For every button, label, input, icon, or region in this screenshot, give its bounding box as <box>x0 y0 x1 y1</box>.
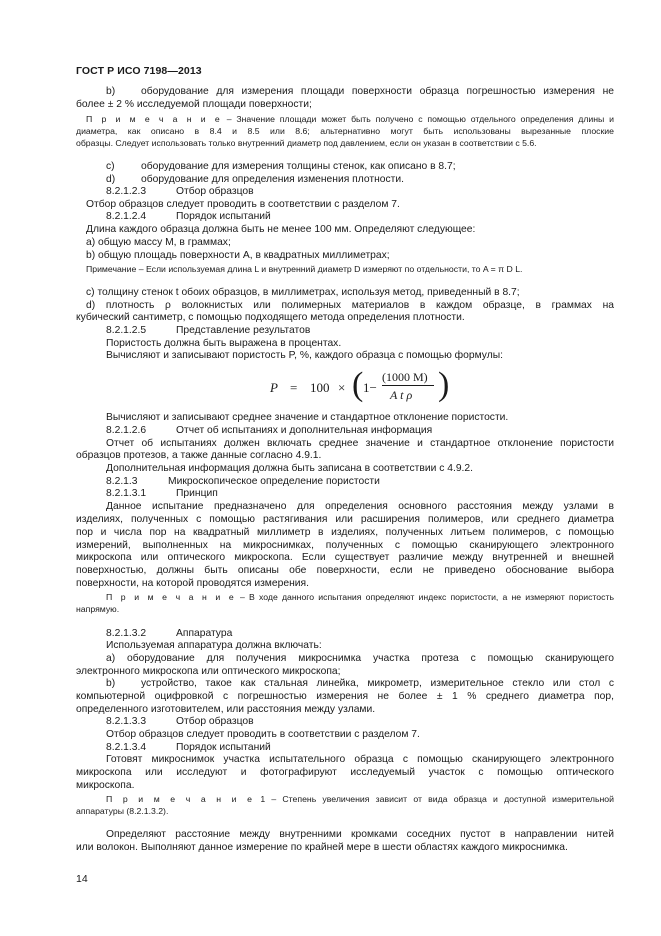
text-line: а) общую массу М, в граммах; <box>86 237 231 248</box>
text-line: a) оборудование для получения микроснимка участка протеза с помощью сканирующего <box>106 653 614 664</box>
text-line: Вычисляют и записывают пористость P, %, каждого образца с помощью формулы: <box>106 350 503 361</box>
note-line: Примечание – Если используемая длина L и внутренний диаметр D измеряют по отдельности, то A = π D L. <box>86 264 523 274</box>
text-line: Вычисляют и записывают среднее значение и стандартное отклонение пористости. <box>106 412 509 423</box>
text-line: Определяют расстояние между внутренними кромками соседних пустот в направлении нитей <box>106 829 614 840</box>
text-line: Готовят микроснимок участка испытательного образца с помощью сканирующего электронного <box>106 754 614 765</box>
subsection-heading: 8.2.1.3.4 Порядок испытаний <box>106 742 271 753</box>
text-line: b) устройство, такое как стальная линейка, микрометр, измерительное стекло или стол с <box>106 678 614 689</box>
text-line: Отчет об испытаниях должен включать среднее значение и стандартное отклонение пористости <box>106 438 614 449</box>
text-line: d) оборудование для определения изменения плотности. <box>106 174 404 185</box>
formula-numerator: (1000 M) <box>382 370 428 384</box>
text-line: Отбор образцов следует проводить в соответствии с разделом 7. <box>86 199 400 210</box>
note-line: напрямую. <box>76 604 120 614</box>
text-line: Используемая аппаратура должна включать: <box>106 640 322 651</box>
formula-one-minus: 1− <box>363 380 377 395</box>
note-line: П р и м е ч а н и е – Значение площади может быть получено с помощью отдельного определения длины и <box>86 114 614 124</box>
note-line: образцы. Следует использовать только внутренний диаметр под давлением, если он указан в соответствии с 5.6. <box>76 138 537 148</box>
text-line: c) оборудование для измерения толщины стенок, как описано в 8.7; <box>106 161 456 172</box>
porosity-formula <box>270 368 450 408</box>
text-line: Отбор образцов следует проводить в соответствии с разделом 7. <box>106 729 420 740</box>
text-line: пор и числа пор на квадратный миллиметр в изделиях, полученных литьем полимеров, с помощью <box>76 527 614 538</box>
subsection-heading: 8.2.1.2.6 Отчет об испытаниях и дополнительная информация <box>106 425 433 436</box>
subsection-heading: 8.2.1.3 Микроскопическое определение пористости <box>106 476 380 487</box>
text-line: электронного микроскопа или оптического микроскопа; <box>76 666 341 677</box>
formula-fraction-bar <box>382 385 434 386</box>
note-line: аппаратуры (8.2.1.3.2). <box>76 806 169 816</box>
subsection-heading: 8.2.1.2.5 Представление результатов <box>106 325 311 336</box>
subsection-heading: 8.2.1.3.1 Принцип <box>106 488 218 499</box>
text-line: Пористость должна быть выражена в процентах. <box>106 338 342 349</box>
subsection-heading: 8.2.1.2.3 Отбор образцов <box>106 186 254 197</box>
text-line: более ± 2 % исследуемой площади поверхности; <box>76 99 312 110</box>
text-line: определенного изготовителем, или расстояния между узлами. <box>76 704 376 715</box>
formula-denominator: A t ρ <box>390 388 413 402</box>
formula-right-paren: ) <box>438 366 450 403</box>
text-line: Длина каждого образца должна быть не менее 100 мм. Определяют следующее: <box>86 224 476 235</box>
text-line: микроскопа или исследуют и фотографируют исследуемый участок с помощью оптического <box>76 767 614 778</box>
text-line: Данное испытание предназначено для определения основного расстояния между узлами в <box>106 501 614 512</box>
note-line: диаметра, как описано в 8.4 и 8.5 или 8.6; альтернативно могут быть использованы вырезанные плоские <box>76 126 614 136</box>
formula-times: × <box>338 380 346 395</box>
text-line: изделиях, полученных с помощью растягивания или расширения полимеров, или среднего диаметра <box>76 514 614 525</box>
text-line: поверхностью, должны быть описаны обе поверхности, если не приведено обоснование выбора <box>76 565 614 576</box>
text-line: измерений, выполненных на микроснимках, полученных с помощью сканирующего электронного <box>76 540 614 551</box>
subsection-heading: 8.2.1.3.3 Отбор образцов <box>106 716 254 727</box>
note-line: П р и м е ч а н и е – В ходе данного испытания определяют индекс пористости, а не измеряют пористость <box>106 592 614 602</box>
text-line: образцов протезов, а также данные согласно 4.9.1. <box>76 450 322 461</box>
page-number: 14 <box>76 873 88 885</box>
text-line: микроскопа. <box>76 780 135 791</box>
subsection-heading: 8.2.1.2.4 Порядок испытаний <box>106 211 271 222</box>
formula-left-paren: ( <box>352 366 364 403</box>
note-line: П р и м е ч а н и е 1 – Степень увеличения зависит от вида образца и доступной измерительной <box>106 794 614 804</box>
text-line: b) оборудование для измерения площади поверхности образца погрешностью измерения не <box>106 86 614 97</box>
text-line: или волокон. Выполняют данное измерение по крайней мере в шести областях каждого микроснимка. <box>76 842 568 853</box>
text-line: кубический сантиметр, с помощью подходящего метода определения плотности. <box>76 312 465 323</box>
text-line: c) толщину стенок t обоих образцов, в миллиметрах, используя метод, приведенный в 8.7; <box>86 287 520 298</box>
subsection-heading: 8.2.1.3.2 Аппаратура <box>106 628 233 639</box>
text-line: компьютерной оцифровкой с погрешностью измерения не более ± 1 % среднего диаметра пор, <box>76 691 614 702</box>
formula-coefficient: 100 <box>310 380 330 395</box>
formula-lhs: P <box>270 380 278 395</box>
text-line: d) плотность ρ волокнистых или полимерных материалов в каждом образце, в граммах на <box>86 300 614 311</box>
text-line: Дополнительная информация должна быть записана в соответствии с 4.9.2. <box>106 463 473 474</box>
text-line: микроскопа или оптического микроскопа. Если существует различие между внутренней и внешней <box>76 552 614 563</box>
formula-equals: = <box>290 380 298 395</box>
text-line: поверхности, на которой проводятся измерения. <box>76 578 309 589</box>
document-header: ГОСТ Р ИСО 7198—2013 <box>76 65 202 77</box>
text-line: b) общую площадь поверхности А, в квадратных миллиметрах; <box>86 250 390 261</box>
